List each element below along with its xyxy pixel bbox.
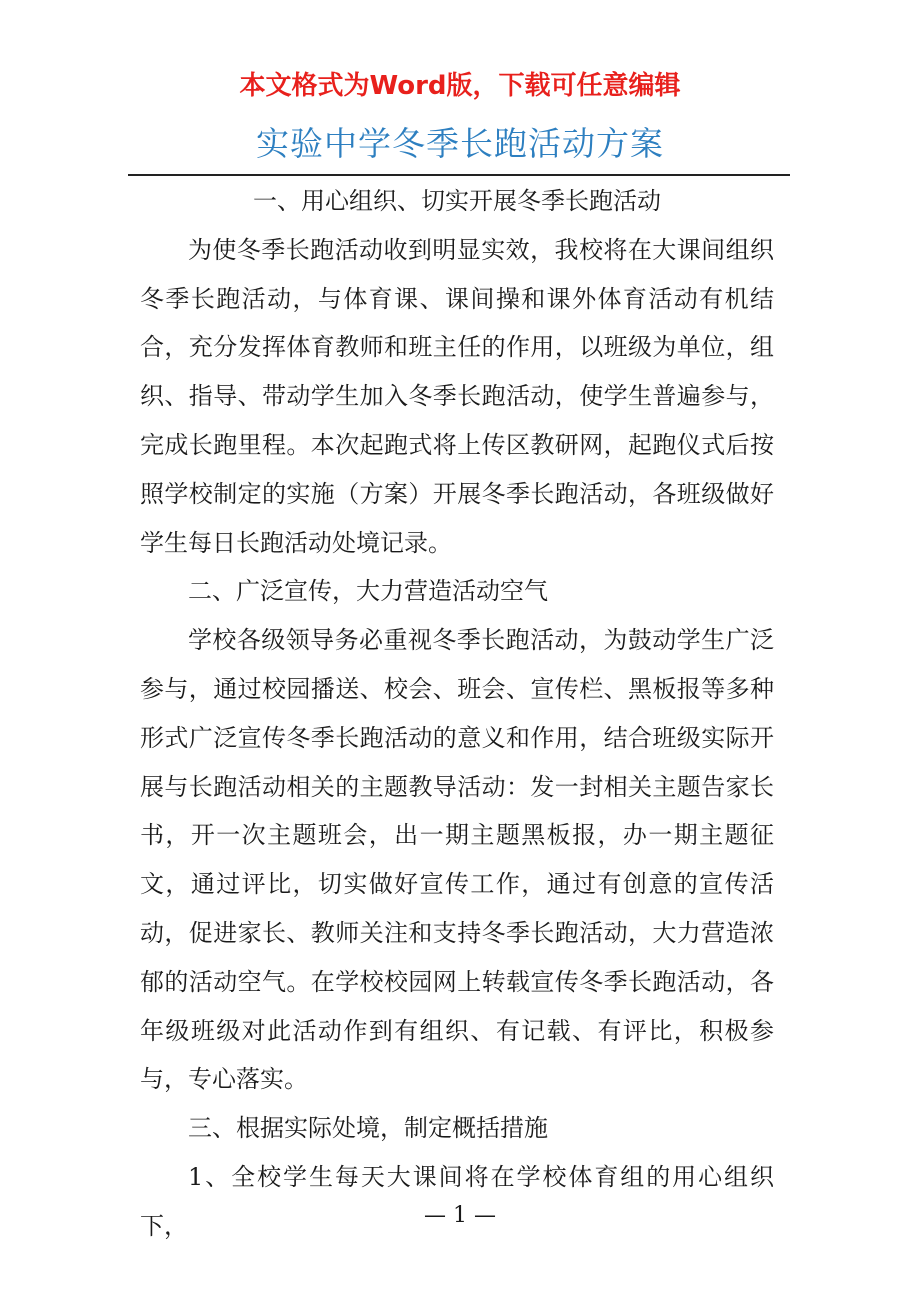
paragraph-3: 1、全校学生每天大课间将在学校体育组的用心组织下， <box>140 1162 774 1240</box>
document-title: 实验中学冬季长跑活动方案 <box>256 124 664 163</box>
banner-notice: 本文格式为Word版，下载可任意编辑 <box>239 71 681 101</box>
paragraph-2: 学校各级领导务必重视冬季长跑活动，为鼓动学生广泛参与，通过校园播送、校会、班会、宣传栏、黑板报等多种形式广泛宣传冬季长跑活动的意义和作用，结合班级实际开展与长跑活动相关的主题教导活动：发一封相关主题告家长书，开一次主题班会，出一期主题黑板报，办一期主题征文，通过评比，切实做好宣传工作，通过有创意的宣传活动，促进家长、教师关注和支持冬季长跑活动，大力营造浓郁的活动空气。在学校校园网上转载宣传冬季长跑活动，各年级班级对此活动作到有组织、有记载、有评比，积极参与，专心落实。 <box>140 626 774 1094</box>
document-body <box>140 177 774 1251</box>
paragraph-1: 为使冬季长跑活动收到明显实效，我校将在大课间组织冬季长跑活动，与体育课、课间操和课外体育活动有机结合，充分发挥体育教师和班主任的作用，以班级为单位，组织、指导、带动学生加入冬季长跑活动，使学生普遍参与，完成长跑里程。本次起跑式将上传区教研网，起跑仪式后按照学校制定的实施（方案）开展冬季长跑活动，各班级做好学生每日长跑活动处境记录。 <box>140 235 774 557</box>
section-heading-1: 一、用心组织、切实开展冬季长跑活动 <box>253 187 661 215</box>
title-divider <box>128 174 790 176</box>
page-number: — 1 — <box>424 1203 496 1228</box>
section-heading-3: 三、根据实际处境，制定概括措施 <box>188 1114 548 1143</box>
section-heading-2: 二、广泛宣传，大力营造活动空气 <box>188 577 548 606</box>
